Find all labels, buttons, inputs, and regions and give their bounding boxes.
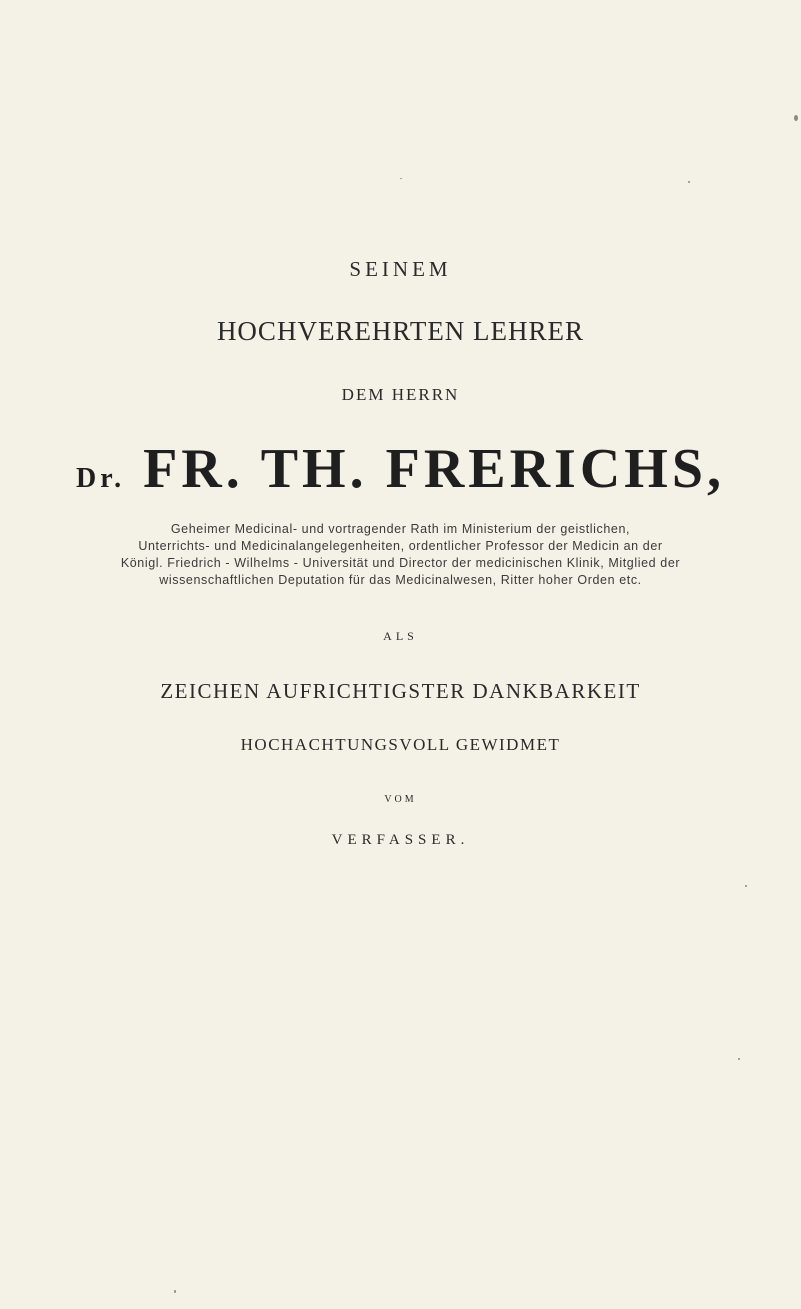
titles-line: wissenschaftlichen Deputation für das Medicinalwesen, Ritter hoher Orden etc. [159, 573, 642, 587]
titles-line: Geheimer Medicinal- und vortragender Rath im Ministerium der geistlichen, [170, 522, 631, 536]
paper-speck [794, 115, 798, 121]
paper-speck [174, 1290, 176, 1293]
paper-speck [738, 1058, 740, 1060]
vom-label: VOM [384, 794, 417, 805]
dedicatee-name [0, 437, 801, 501]
paper-speck [745, 885, 747, 887]
honored-teacher: HOCHVEREHRTEN LEHRER [216, 316, 585, 346]
dem-herrn: DEM HERRN [341, 385, 460, 404]
dedication-to: SEINEM [349, 257, 452, 281]
dedicatee-titles [0, 521, 801, 589]
name-text: FR. TH. FRERICHS, [143, 438, 725, 500]
author-line: VERFASSER. [331, 832, 470, 848]
titles-line: Königl. Friedrich - Wilhelms - Universität und Director der medicinischen Klinik, Mitglied der [120, 556, 681, 570]
titles-line: Unterrichts- und Medicinalangelegenheiten, ordentlicher Professor der Medicin an der [138, 539, 663, 553]
paper-speck [688, 181, 690, 183]
dedicated-line: HOCHACHTUNGSVOLL GEWIDMET [240, 735, 561, 754]
paper-speck [400, 178, 402, 179]
token-line: ZEICHEN AUFRICHTIGSTER DANKBARKEIT [160, 679, 641, 703]
als-label: ALS [383, 629, 418, 643]
name-prefix: Dr. [75, 463, 126, 494]
